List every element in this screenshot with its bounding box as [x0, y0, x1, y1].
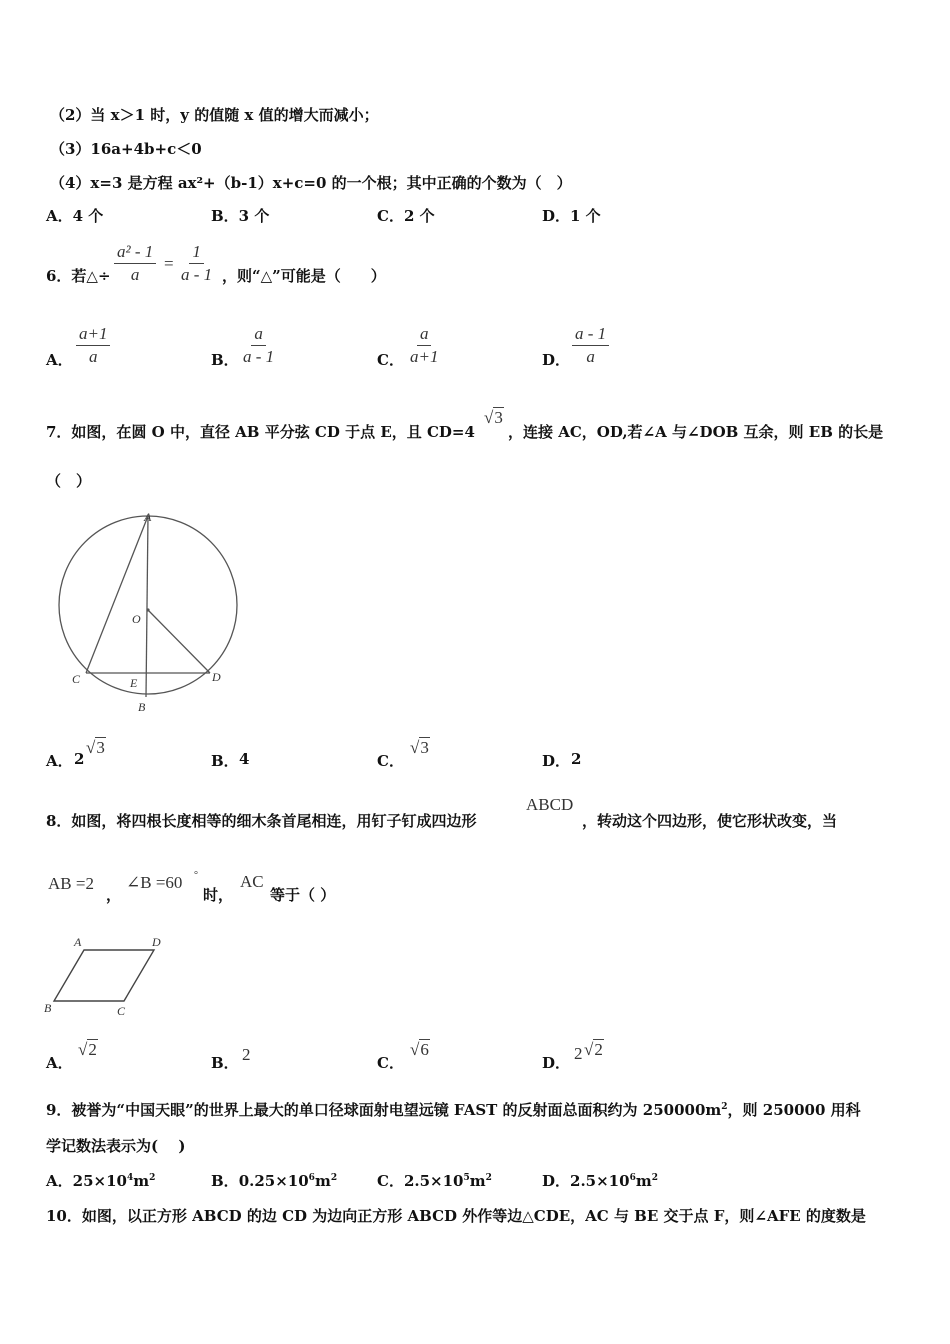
- q9-option-a-base: 25×10: [72, 1172, 127, 1190]
- label-b: B: [44, 1001, 52, 1015]
- q7-option-c-radicand: 3: [420, 738, 429, 757]
- q6-option-d-label: D．: [542, 351, 571, 369]
- q8-when: 时，: [203, 886, 234, 904]
- q9-line-1: [46, 1099, 861, 1120]
- q5-statement-4: （4）x=3 是方程 ax²+（b-1）x+c=0 的一个根；其中正确的个数为（ ）: [50, 174, 572, 192]
- q7-text-b: ，连接 AC，OD,若∠A 与∠DOB 互余，则 EB 的长是: [508, 423, 884, 441]
- q8-abcd: ABCD: [526, 795, 574, 814]
- q6-option-b-label: B．: [211, 351, 239, 369]
- q9-option-a-unit: m: [133, 1172, 150, 1190]
- label-d: D: [152, 935, 161, 949]
- q8-option-b-label: B．: [211, 1054, 239, 1072]
- q9-option-d-unit-exp: 2: [651, 1173, 658, 1183]
- q9-option-b-unit: m: [314, 1172, 331, 1190]
- rhombus-abcd: [54, 950, 154, 1001]
- q7-option-c-label: C．: [377, 752, 404, 770]
- q8-option-c-sqrt: √6: [410, 1040, 429, 1059]
- q9-option-a-label: A．: [46, 1172, 73, 1190]
- q6-option-c-label: C．: [377, 351, 404, 369]
- q9-option-b-base: 0.25×10: [238, 1172, 309, 1190]
- q6-frac1-numerator: a² - 1: [114, 243, 156, 264]
- q7-sqrt3-radicand: 3: [494, 408, 503, 427]
- label-b: B: [138, 700, 146, 714]
- q6-option-a-num: a+1: [76, 325, 110, 346]
- q9-option-d: [542, 1170, 658, 1191]
- q9-line-2: 学记数法表示为( ): [46, 1137, 186, 1155]
- label-o: O: [132, 612, 141, 626]
- q5-option-a: A．4 个: [46, 207, 104, 225]
- q6-frac1-denominator: a: [130, 265, 140, 284]
- q7-circle-figure: [50, 505, 270, 720]
- q9-option-c-unit-exp: 2: [485, 1173, 492, 1183]
- q5-statement-3: （3）16a+4b+c＜0: [50, 140, 202, 158]
- q9-option-c-exp: 5: [463, 1173, 470, 1183]
- center-point: [146, 608, 149, 611]
- segment-od: [148, 610, 210, 673]
- q7-option-b-label: B．: [211, 752, 239, 770]
- q9-option-a-exp: 4: [126, 1173, 134, 1183]
- q6-prefix: 6．若△÷: [46, 267, 111, 285]
- label-c: C: [72, 672, 81, 686]
- q8-comma: ，: [106, 886, 122, 904]
- q6-option-a-fraction: [76, 325, 110, 366]
- q7-option-d-value: 2: [571, 750, 582, 768]
- q7-option-d-label: D．: [542, 752, 571, 770]
- label-e: E: [130, 676, 138, 690]
- q6-option-b-num: a: [251, 325, 266, 346]
- q9-option-c-label: C．: [377, 1172, 404, 1190]
- q9-option-b: [211, 1170, 337, 1191]
- q7-paren: （ ）: [46, 472, 92, 490]
- q8-text-b: ，转动这个四边形，使它形状改变，当: [582, 812, 838, 830]
- q8-option-d-label: D．: [542, 1054, 571, 1072]
- q7-option-a-radicand: 3: [96, 738, 105, 757]
- q8-option-d-sqrt: √2: [584, 1040, 603, 1059]
- q9-line-1-sup: 2: [721, 1102, 728, 1112]
- q9-option-c-base: 2.5×10: [403, 1172, 464, 1190]
- label-a: A: [144, 510, 152, 524]
- q6-option-b-fraction: [240, 325, 277, 366]
- diameter-ab: [146, 516, 148, 697]
- q8-option-c-radicand: 6: [420, 1040, 429, 1059]
- q9-option-b-exp: 6: [308, 1173, 315, 1183]
- q8-condition-angle: ∠B =60: [126, 873, 183, 892]
- label-a: A: [74, 935, 82, 949]
- q6-suffix: ，则“△”可能是（ ）: [222, 267, 386, 285]
- q8-option-a-label: A．: [46, 1054, 73, 1072]
- segment-ac: [86, 516, 148, 673]
- q7-option-a-label: A．: [46, 752, 73, 770]
- q9-option-b-unit-exp: 2: [330, 1173, 338, 1183]
- q7-option-c-sqrt: √3: [410, 738, 429, 757]
- q6-option-b-den: a - 1: [243, 347, 275, 366]
- q9-option-d-exp: 6: [629, 1173, 636, 1183]
- q6-fraction-1: [114, 243, 156, 284]
- q9-option-a-unit-exp: 2: [149, 1173, 156, 1183]
- q9-option-c: [377, 1170, 492, 1191]
- q8-option-c-label: C．: [377, 1054, 404, 1072]
- q8-rhombus-figure: [40, 930, 170, 1020]
- q10-text: 10．如图，以正方形 ABCD 的边 CD 为边向正方形 ABCD 外作等边△CDE，AC 与 BE 交于点 F，则∠AFE 的度数是: [46, 1207, 866, 1225]
- q7-sqrt3: √3: [484, 408, 503, 427]
- q5-option-b: B．3 个: [211, 207, 270, 225]
- q8-option-d-coef: 2: [574, 1044, 583, 1063]
- q9-option-c-unit: m: [469, 1172, 486, 1190]
- q6-frac2-numerator: 1: [189, 243, 204, 264]
- q8-text-a: 8．如图，将四根长度相等的细木条首尾相连，用钉子钉成四边形: [46, 812, 477, 830]
- q6-option-c-num: a: [417, 325, 432, 346]
- q6-fraction-2: [178, 243, 215, 284]
- q8-equals: 等于（ ）: [270, 886, 336, 904]
- q5-option-d: D．1 个: [542, 207, 601, 225]
- q5-option-c: C．2 个: [377, 207, 435, 225]
- q6-option-a-den: a: [88, 347, 98, 366]
- q6-option-c-fraction: [407, 325, 441, 366]
- label-d: D: [212, 670, 221, 684]
- q6-frac2-denominator: a - 1: [181, 265, 213, 284]
- q5-statement-2: （2）当 x＞1 时，y 的值随 x 值的增大而减小；: [50, 106, 379, 124]
- q9-option-d-base: 2.5×10: [570, 1172, 630, 1190]
- q9-line-1-b: ，则 250000 用科: [727, 1101, 861, 1119]
- q8-option-a-sqrt: √2: [78, 1040, 97, 1059]
- q8-degree: °: [194, 870, 198, 881]
- q7-option-b-value: 4: [239, 750, 250, 768]
- q7-text-a: 7．如图，在圆 O 中，直径 AB 平分弦 CD 于点 E，且 CD=4: [46, 423, 475, 441]
- q6-equals: =: [164, 254, 174, 273]
- q8-option-a-radicand: 2: [88, 1040, 97, 1059]
- q6-option-d-num: a - 1: [572, 325, 609, 346]
- q9-option-b-label: B．: [211, 1172, 239, 1190]
- q9-option-d-unit: m: [635, 1172, 652, 1190]
- q9-option-a: [46, 1170, 155, 1191]
- q9-option-d-label: D．: [542, 1172, 571, 1190]
- q7-option-a-coef: 2: [74, 750, 85, 768]
- q9-line-1-a: 9．被誉为“中国天眼”的世界上最大的单口径球面射电望远镜 FAST 的反射面总面积约为 250000m: [46, 1101, 722, 1119]
- label-c: C: [117, 1004, 126, 1018]
- q6-option-d-fraction: [572, 325, 609, 366]
- q6-option-c-den: a+1: [410, 347, 439, 366]
- q7-option-a-sqrt: √3: [86, 738, 105, 757]
- q8-option-d-radicand: 2: [594, 1040, 603, 1059]
- q8-option-b-value: 2: [242, 1045, 251, 1064]
- q8-ac: AC: [240, 872, 264, 891]
- q6-option-d-den: a: [586, 347, 595, 366]
- q8-condition-ab: AB =2: [48, 874, 94, 893]
- q6-option-a-label: A．: [46, 351, 73, 369]
